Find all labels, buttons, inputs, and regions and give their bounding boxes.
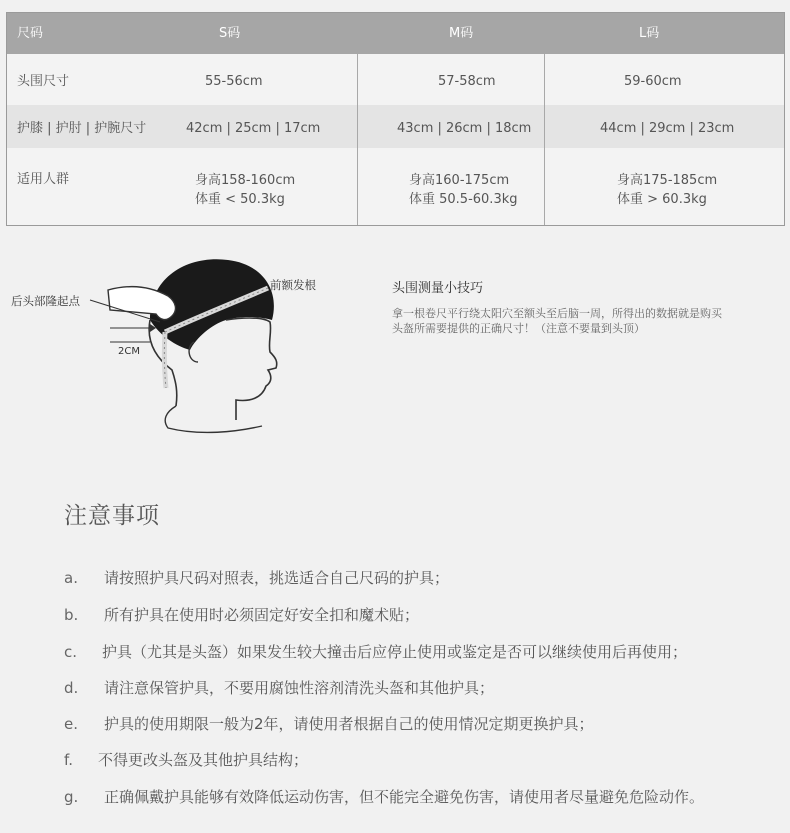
table-row-suitable-people bbox=[7, 148, 784, 225]
tape-measure-tail bbox=[164, 332, 166, 388]
cell-l: 44cm | 29cm | 23cm bbox=[544, 105, 784, 148]
note-item bbox=[64, 677, 494, 698]
note-marker: f. bbox=[64, 751, 73, 769]
note-item bbox=[64, 749, 308, 770]
table-row-head-circumference bbox=[7, 54, 784, 105]
height-range: 身高158-160cm bbox=[195, 173, 296, 188]
weight-range: 体重 > 60.3kg bbox=[617, 192, 707, 207]
tips-line-2: 头盔所需要提供的正确尺寸！（注意不要量到头顶） bbox=[392, 322, 645, 335]
cell-m bbox=[357, 148, 544, 225]
tips-line-1: 拿一根卷尺平行绕太阳穴至额头至后脑一周，所得出的数据就是购买 bbox=[392, 307, 722, 320]
height-range: 身高160-175cm bbox=[409, 173, 510, 188]
header-size: 尺码 bbox=[17, 26, 44, 41]
height-range: 身高175-185cm bbox=[617, 173, 718, 188]
note-marker: e. bbox=[64, 715, 78, 733]
cell-s: 42cm | 25cm | 17cm bbox=[186, 121, 321, 136]
two-cm-label: 2CM bbox=[118, 346, 140, 357]
note-text: 所有护具在使用时必须固定好安全扣和魔术贴； bbox=[104, 606, 420, 624]
note-item bbox=[64, 567, 449, 588]
cell-l bbox=[544, 148, 784, 225]
header-m: M码 bbox=[449, 26, 474, 41]
cell-s bbox=[175, 148, 357, 225]
note-item bbox=[64, 641, 687, 662]
tips-text bbox=[392, 306, 787, 336]
note-text: 护具（尤其是头盔）如果发生较大撞击后应停止使用或鉴定是否可以继续使用后再使用； bbox=[102, 643, 688, 661]
back-head-point-label: 后头部隆起点 bbox=[11, 294, 80, 308]
note-text: 护具的使用期限一般为2年，请使用者根据自己的使用情况定期更换护具； bbox=[104, 715, 594, 733]
notes-title: 注意事项 bbox=[64, 503, 160, 529]
cell-m: 57-58cm bbox=[357, 54, 544, 105]
forehead-hairline-label: 前额发根 bbox=[270, 278, 316, 292]
note-item bbox=[64, 786, 704, 807]
note-text: 请注意保管护具，不要用腐蚀性溶剂清洗头盔和其他护具； bbox=[104, 679, 495, 697]
note-marker: a. bbox=[64, 569, 78, 587]
cell-s: 55-56cm bbox=[205, 74, 263, 89]
note-text: 请按照护具尺码对照表，挑选适合自己尺码的护具； bbox=[104, 569, 450, 587]
table-header-row bbox=[7, 13, 784, 54]
measurement-tips bbox=[392, 277, 787, 336]
tips-title: 头围测量小技巧 bbox=[392, 281, 484, 296]
size-chart-table bbox=[6, 12, 785, 226]
note-marker: g. bbox=[64, 788, 79, 806]
table-row-pad-sizes bbox=[7, 105, 784, 148]
cell-m: 43cm | 26cm | 18cm bbox=[357, 105, 544, 148]
note-text: 不得更改头盔及其他护具结构； bbox=[98, 751, 309, 769]
row-label: 头围尺寸 bbox=[17, 74, 70, 89]
note-marker: d. bbox=[64, 679, 79, 697]
header-s: S码 bbox=[219, 26, 241, 41]
cell-l: 59-60cm bbox=[544, 54, 784, 105]
note-marker: c. bbox=[64, 643, 78, 661]
weight-range: 体重 < 50.3kg bbox=[195, 192, 285, 207]
face-outline bbox=[226, 318, 277, 420]
note-text: 正确佩戴护具能够有效降低运动伤害，但不能完全避免伤害，请使用者尽量避免危险动作。 bbox=[104, 788, 705, 806]
ear-outline bbox=[189, 342, 198, 362]
note-marker: b. bbox=[64, 606, 79, 624]
note-item bbox=[64, 604, 419, 625]
row-label: 适用人群 bbox=[17, 172, 70, 187]
collar-outline bbox=[165, 406, 262, 432]
note-item bbox=[64, 713, 594, 734]
header-l: L码 bbox=[639, 26, 660, 41]
weight-range: 体重 50.5-60.3kg bbox=[409, 192, 518, 207]
head-measurement-illustration bbox=[0, 250, 380, 440]
head-diagram bbox=[0, 250, 380, 440]
row-label: 护膝 | 护肘 | 护腕尺寸 bbox=[17, 121, 147, 136]
